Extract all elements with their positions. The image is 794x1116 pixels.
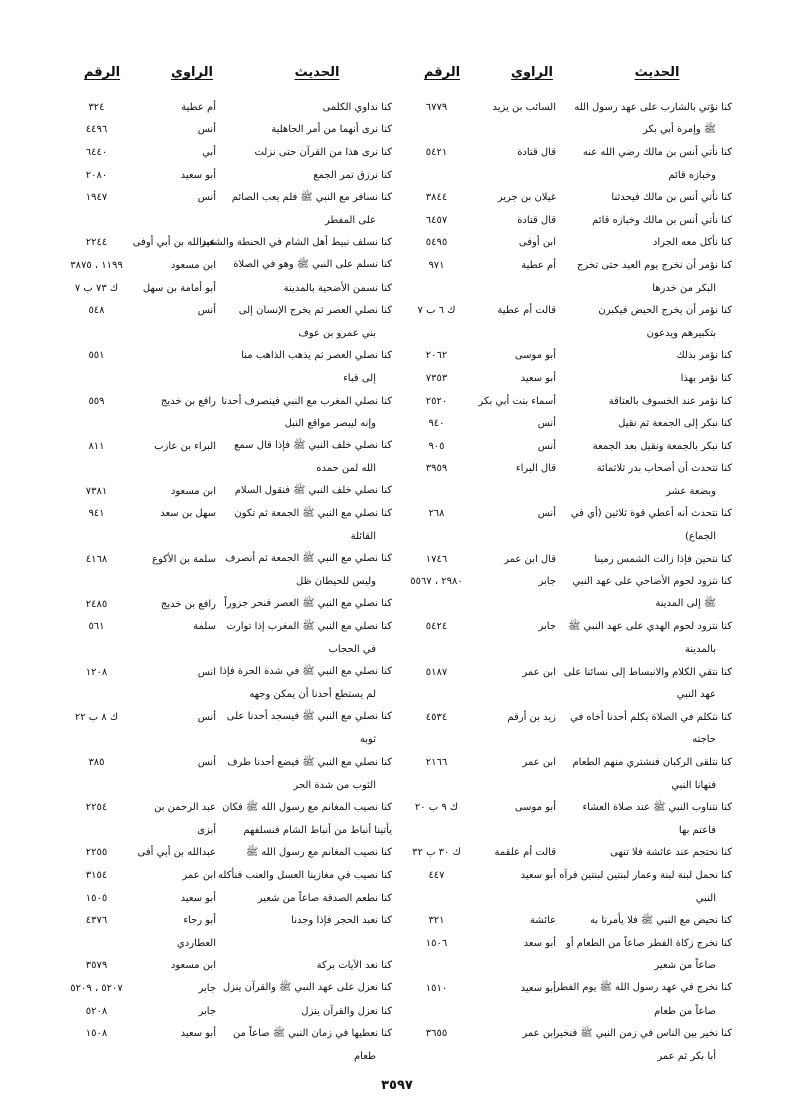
narrator: ابن عمر bbox=[522, 757, 556, 769]
hadith-text: كنا نصلي المغرب مع النبي فينصرف أحدنا bbox=[221, 395, 392, 407]
hadith-text: كنا نتكلم في الصلاة يكلم أحدنا أخاه في bbox=[570, 711, 732, 723]
narrator: زيد بن أرقم bbox=[507, 711, 556, 723]
hadith-text: كنا نصيب المغانم مع رسول الله ﷺ فكان bbox=[222, 801, 392, 813]
entry-line bbox=[402, 525, 732, 548]
reference-number: ٩٧١ bbox=[428, 259, 445, 271]
header-hadith: الحديث bbox=[294, 65, 340, 80]
reference-number: ٦٧٧٩ bbox=[425, 101, 448, 113]
hadith-text: كنا نصيب المغانم مع رسول الله ﷺ bbox=[245, 846, 392, 858]
hadith-text: كنا نصلي خلف النبي ﷺ فإذا قال سمع bbox=[234, 440, 392, 452]
entry-line bbox=[62, 593, 392, 616]
narrator: ابن مسعود bbox=[170, 485, 216, 497]
entry-line bbox=[62, 570, 392, 593]
entry-line bbox=[402, 977, 732, 1000]
entry-list bbox=[62, 96, 392, 1068]
reference-number: ٢٢٥٥ bbox=[85, 847, 108, 859]
narrator: أنس bbox=[197, 124, 216, 136]
narrator: أبو أمامة بن سهل bbox=[142, 282, 216, 294]
hadith-text: كنا نؤمر عند الخسوف بالعتاقة bbox=[608, 395, 732, 407]
header-hadith: الحديث bbox=[634, 65, 680, 80]
reference-number: ٥٢٠٨ bbox=[85, 1005, 108, 1017]
reference-number: ٢١٦٦ bbox=[425, 757, 448, 769]
reference-number: ٦٤٥٧ bbox=[425, 214, 448, 226]
entry-line bbox=[402, 751, 732, 774]
narrator: أبزى bbox=[197, 824, 216, 836]
narrator: أنس bbox=[197, 757, 216, 769]
entry-line bbox=[402, 548, 732, 571]
hadith-text: كنا نرى أنهما من أمر الجاهلية bbox=[271, 124, 392, 136]
entry-line bbox=[402, 367, 732, 390]
hadith-text: كنا نصلي مع النبي ﷺ المغرب إذا توارت bbox=[226, 620, 392, 632]
hadith-text: طعام bbox=[353, 1050, 376, 1062]
hadith-text: ثوبه bbox=[359, 734, 376, 746]
hadith-text: إلى قباء bbox=[343, 372, 376, 384]
reference-number: ٤٤٩٦ bbox=[85, 124, 108, 136]
narrator: غيلان بن جرير bbox=[497, 192, 556, 204]
narrator: ابن مسعود bbox=[170, 960, 216, 972]
hadith-text: كنا نصيب في مغازينا العسل والعنب فنأكله bbox=[218, 869, 392, 881]
reference-number: ٢٤٨٥ bbox=[85, 598, 108, 610]
hadith-text: كنا نعد الآيات بركة bbox=[316, 960, 392, 972]
hadith-text: كنا نحتجم عند عائشة فلا تنهى bbox=[610, 847, 732, 859]
hadith-text: حاجته bbox=[692, 734, 716, 746]
reference-number: ٢٦٨ bbox=[428, 508, 445, 520]
entry-line bbox=[402, 796, 732, 819]
entry-line bbox=[402, 729, 732, 752]
narrator: انس bbox=[197, 666, 216, 678]
entry-line bbox=[62, 503, 392, 526]
hadith-text: ﷺ وإمرة أبي بكر bbox=[642, 123, 716, 135]
entry-line bbox=[62, 119, 392, 142]
hadith-text: كنا نصلي مع النبي ﷺ في شدة الحرة فإذا bbox=[219, 666, 392, 678]
narrator: أبو سعيد bbox=[180, 1028, 216, 1040]
hadith-text: كنا نأكل معه الجراد bbox=[652, 237, 732, 249]
hadith-text: كنا نتلقى الركبان فنشتري منهم الطعام bbox=[572, 757, 732, 769]
page-number: ٣٥٩٧ bbox=[381, 1078, 413, 1093]
entry-line bbox=[62, 751, 392, 774]
entry-line bbox=[62, 254, 392, 277]
hadith-text: كنا نتحدث أن أصحاب بدر ثلاثمائة bbox=[596, 463, 732, 475]
entry-line bbox=[402, 503, 732, 526]
hadith-text: على المفطر bbox=[324, 214, 376, 226]
reference-number: ٢٢٥٤ bbox=[85, 802, 108, 814]
reference-number: ٧٣٨١ bbox=[85, 485, 108, 497]
entry-line bbox=[62, 842, 392, 865]
hadith-text: كنا نأتي أنس بن مالك رضي الله عنه bbox=[582, 146, 732, 158]
reference-number: ٢٩٨٠ ، ٥٥٦٧ bbox=[410, 576, 463, 588]
entry-line bbox=[402, 570, 732, 593]
narrator: سلمة بن الأكوع bbox=[152, 553, 216, 565]
reference-number: ٥١٨٧ bbox=[425, 666, 448, 678]
entry-line bbox=[62, 616, 392, 639]
hadith-text: كنا نتحدث أنه أعطي قوة ثلاثين (أي في bbox=[570, 508, 732, 520]
narrator: ابن عمر bbox=[522, 666, 556, 678]
column-header bbox=[402, 52, 732, 80]
entry-line bbox=[402, 254, 732, 277]
entry-line bbox=[62, 774, 392, 797]
hadith-text: بالمدينة bbox=[684, 644, 716, 656]
narrator: جابر bbox=[538, 621, 556, 633]
entry-line bbox=[62, 638, 392, 661]
hadith-text: كنا نأتي أنس بن مالك فيحدثنا bbox=[611, 192, 732, 204]
hadith-text: كنا نتقي الكلام والانبساط إلى نسائنا على bbox=[563, 666, 732, 678]
hadith-text: وبضعة عشر bbox=[665, 485, 716, 497]
hadith-text: كنا نؤتي بالشارب على عهد رسول الله bbox=[574, 101, 732, 113]
hadith-text: كنا نصلي مع النبي ﷺ العصر فنحر جزوراً bbox=[224, 598, 392, 610]
hadith-text: النبي bbox=[695, 892, 716, 904]
reference-number: ١٥٠٦ bbox=[425, 937, 448, 949]
reference-number: ٣٦٥٥ bbox=[425, 1028, 448, 1040]
entry-line bbox=[402, 593, 732, 616]
reference-number: ٩٠٥ bbox=[428, 440, 445, 452]
right-column bbox=[402, 52, 732, 1068]
reference-number: ١٢٠٨ bbox=[85, 666, 108, 678]
entry-line bbox=[402, 458, 732, 481]
hadith-text: القائلة bbox=[350, 531, 376, 543]
entry-line bbox=[62, 367, 392, 390]
narrator: جابر bbox=[198, 982, 216, 994]
hadith-text: كنا نؤمر بهذا bbox=[680, 372, 732, 384]
narrator: أنس bbox=[197, 711, 216, 723]
hadith-text: كنا نرى هذا من القرآن حتى نزلت bbox=[254, 146, 392, 158]
narrator: أنس bbox=[197, 305, 216, 317]
narrator: العطاردي bbox=[176, 937, 216, 949]
entry-line bbox=[62, 322, 392, 345]
reference-number: ك ٩ ب ٢٠ bbox=[414, 802, 459, 814]
narrator: عبد الرحمن بن bbox=[154, 802, 216, 814]
narrator: عبدالله بن أبي أفى bbox=[137, 847, 216, 859]
reference-number: ١٥٠٥ bbox=[85, 892, 108, 904]
entry-line bbox=[62, 345, 392, 368]
hadith-text: كنا نعطيها في زمان النبي ﷺ صاعاً من bbox=[232, 1027, 392, 1039]
entry-line bbox=[62, 186, 392, 209]
hadith-text: كنا نداوي الكلمى bbox=[322, 101, 392, 113]
narrator: أنس bbox=[197, 192, 216, 204]
reference-number: ٥٥٩ bbox=[88, 395, 105, 407]
narrator: رافع بن خديج bbox=[160, 598, 216, 610]
narrator: عبدالله بن أبي أوفى bbox=[132, 237, 216, 249]
hadith-text: كنا نصلي العصر ثم يخرج الإنسان إلى bbox=[238, 305, 392, 317]
hadith-text: كنا نطعم الصدقة صاعاً من شعير bbox=[257, 892, 392, 904]
reference-number: ٩٤١ bbox=[88, 508, 105, 520]
reference-number: ٣٢٤ bbox=[88, 101, 105, 113]
narrator: أبي bbox=[202, 146, 216, 158]
entry-line bbox=[402, 616, 732, 639]
reference-number: ٦٤٤٠ bbox=[85, 146, 108, 158]
reference-number: ك ٦ ب ٧ bbox=[417, 305, 456, 317]
narrator: أبو رجاء bbox=[183, 915, 216, 927]
narrator: أبو موسى bbox=[514, 350, 556, 362]
hadith-text: كنا نصلي مع النبي ﷺ الجمعة ثم أنصرف bbox=[225, 553, 392, 565]
entry-line bbox=[402, 683, 732, 706]
entry-line bbox=[62, 435, 392, 458]
hadith-text: بني عمرو بن عوف bbox=[298, 327, 376, 339]
entry-line bbox=[402, 412, 732, 435]
entry-line bbox=[62, 548, 392, 571]
reference-number: ٨١١ bbox=[88, 440, 105, 452]
hadith-text: كنا نصلي العصر ثم يذهب الذاهب منا bbox=[241, 350, 392, 362]
entry-line bbox=[62, 819, 392, 842]
hadith-text: الله لمن حمده bbox=[316, 463, 376, 475]
entry-line bbox=[402, 842, 732, 865]
entry-line bbox=[402, 887, 732, 910]
hadith-text: فنهانا النبي bbox=[671, 779, 716, 791]
hadith-text: كنا نبكر بالجمعة ونقيل بعد الجمعة bbox=[592, 440, 732, 452]
reference-number: ٥٤٢٤ bbox=[425, 621, 448, 633]
hadith-text: كنا نأتي أنس بن مالك وخبازه قائم bbox=[592, 214, 732, 226]
entry-line bbox=[62, 209, 392, 232]
reference-number: ٣٩٥٩ bbox=[425, 463, 448, 475]
reference-number: ١٩٤٧ bbox=[85, 192, 108, 204]
entry-line bbox=[62, 932, 392, 955]
hadith-text: كنا نتزود لحوم الأضاحي على عهد النبي bbox=[572, 576, 732, 588]
entry-line bbox=[62, 683, 392, 706]
hadith-text: كنا نصلي مع النبي ﷺ فيسجد أحدنا على bbox=[226, 711, 392, 723]
hadith-text: كنا نحيض مع النبي ﷺ فلا يأمرنا به bbox=[590, 914, 732, 926]
reference-number: ٥٦١ bbox=[88, 621, 105, 633]
entry-line bbox=[402, 661, 732, 684]
narrator: أبو سعيد bbox=[520, 869, 556, 881]
entry-line bbox=[402, 186, 732, 209]
narrator: أسماء بنت أبي بكر bbox=[478, 395, 556, 407]
narrator: أنس bbox=[537, 418, 556, 430]
reference-number: ٢٢٤٤ bbox=[85, 237, 108, 249]
narrator: سلمة bbox=[193, 621, 216, 633]
narrator: ابن مسعود bbox=[170, 259, 216, 271]
hadith-text: كنا نخير بين الناس في زمن النبي ﷺ فنخير bbox=[554, 1027, 732, 1039]
reference-number: ٢٠٨٠ bbox=[85, 169, 108, 181]
reference-number: ٢٠٦٢ bbox=[425, 350, 448, 362]
narrator: أم عطية bbox=[521, 259, 556, 271]
reference-number: ٤٥٣٤ bbox=[425, 711, 448, 723]
reference-number: ك ٣٠ ب ٣٢ bbox=[412, 847, 461, 859]
hadith-text: كنا نصلي مع النبي ﷺ فيضع أحدنا طرف bbox=[227, 756, 392, 768]
hadith-text: في الحجاب bbox=[328, 644, 376, 656]
narrator: جابر bbox=[538, 576, 556, 588]
entry-line bbox=[62, 232, 392, 255]
entry-line bbox=[402, 864, 732, 887]
narrator: قال البراء bbox=[515, 463, 556, 475]
entry-line bbox=[62, 955, 392, 978]
entry-line bbox=[62, 1045, 392, 1068]
entry-line bbox=[402, 209, 732, 232]
hadith-text: وخبازه قائم bbox=[668, 169, 716, 181]
entry-line bbox=[62, 480, 392, 503]
narrator: أبو سعيد bbox=[180, 169, 216, 181]
hadith-text: صاعاً من طعام bbox=[654, 1005, 716, 1017]
hadith-text: عهد النبي bbox=[676, 689, 716, 701]
entry-line bbox=[62, 909, 392, 932]
hadith-text: كنا نسمن الأضحية بالمدينة bbox=[283, 282, 392, 294]
reference-number: ٥٥١ bbox=[88, 350, 105, 362]
reference-number: ٧٣٥٣ bbox=[425, 372, 448, 384]
entry-line bbox=[402, 164, 732, 187]
entry-line bbox=[402, 909, 732, 932]
hadith-text: كنا نسلم على النبي ﷺ وهو في الصلاة bbox=[233, 259, 392, 271]
reference-number: ٤١٦٨ bbox=[85, 553, 108, 565]
reference-number: ٣٨٤٤ bbox=[425, 192, 448, 204]
narrator: أنس bbox=[537, 508, 556, 520]
entry-line bbox=[402, 141, 732, 164]
hadith-text: كنا نؤمر بذلك bbox=[676, 350, 732, 362]
hadith-text: كنا نسلف نبيط أهل الشام في الحنطة والشعير bbox=[200, 237, 392, 249]
hadith-text: لم يستطع أحدنا أن يمكن وجهه bbox=[249, 689, 376, 701]
reference-number: ١٥٠٨ bbox=[85, 1028, 108, 1040]
narrator: قال ابن عمر bbox=[504, 553, 556, 565]
hadith-text: كنا نصلي مع النبي ﷺ الجمعة ثم تكون bbox=[234, 507, 392, 519]
entry-line bbox=[402, 1022, 732, 1045]
narrator: قالت أم علقمة bbox=[494, 847, 556, 859]
reference-number: ٣٢١ bbox=[428, 915, 445, 927]
hadith-text: البكر من خدرها bbox=[652, 282, 716, 294]
entry-line bbox=[62, 887, 392, 910]
hadith-text: الثوب من شدة الحر bbox=[293, 779, 376, 791]
reference-number: ٣١٥٤ bbox=[85, 869, 108, 881]
left-column bbox=[62, 52, 392, 1068]
hadith-text: وإنه ليبصر مواقع النبل bbox=[284, 418, 376, 430]
hadith-text: كنا نؤمر أن يخرج الحيض فيكبرن bbox=[598, 305, 732, 317]
reference-number: ١٥١٠ bbox=[425, 982, 448, 994]
reference-number: ك ٧٣ ب ٧ bbox=[74, 282, 119, 294]
narrator: أبو سعد bbox=[523, 937, 556, 949]
header-number: الرقم bbox=[83, 65, 121, 80]
entry-line bbox=[62, 729, 392, 752]
hadith-text: كنا نرزق تمر الجمع bbox=[313, 169, 392, 181]
entry-line bbox=[402, 277, 732, 300]
reference-number: ٢٥٢٠ bbox=[425, 395, 448, 407]
narrator: رافع بن خديج bbox=[160, 395, 216, 407]
reference-number: ٥٤٨ bbox=[88, 305, 105, 317]
hadith-text: كنا نعزل على عهد النبي ﷺ والقرآن ينزل bbox=[222, 982, 392, 994]
narrator: عائشة bbox=[529, 915, 556, 927]
hadith-text: كنا نصلي خلف النبي ﷺ فنقول السلام bbox=[234, 485, 392, 497]
narrator: جابر bbox=[198, 1005, 216, 1017]
entry-line bbox=[62, 1000, 392, 1023]
narrator: أبو سعيد bbox=[520, 982, 556, 994]
header-number: الرقم bbox=[423, 65, 461, 80]
entry-line bbox=[402, 638, 732, 661]
narrator: أبو سعيد bbox=[180, 892, 216, 904]
reference-number: ٤٤٧ bbox=[428, 869, 445, 881]
entry-line bbox=[62, 977, 392, 1000]
hadith-text: فاعتم بها bbox=[678, 824, 716, 836]
reference-number: ٤٣٧٦ bbox=[85, 915, 108, 927]
narrator: قال قتادة bbox=[517, 146, 556, 158]
header-rawi: الراوي bbox=[171, 65, 213, 80]
narrator: قالت أم عطية bbox=[497, 305, 556, 317]
narrator: أنس bbox=[537, 440, 556, 452]
reference-number: ١١٩٩ ، ٣٨٧٥ bbox=[70, 259, 123, 271]
hadith-text: كنا نتحين فإذا زالت الشمس رمينا bbox=[594, 553, 732, 565]
entry-line bbox=[402, 1045, 732, 1068]
entry-line bbox=[62, 277, 392, 300]
entry-line bbox=[402, 232, 732, 255]
reference-number: ١٧٤٦ bbox=[425, 553, 448, 565]
reference-number: ٥٤٩٥ bbox=[425, 237, 448, 249]
entry-line bbox=[62, 864, 392, 887]
entry-line bbox=[62, 796, 392, 819]
reference-number: ٥٢٠٧ ، ٥٢٠٩ bbox=[70, 982, 123, 994]
entry-line bbox=[402, 955, 732, 978]
reference-number: ٥٤٢١ bbox=[425, 146, 448, 158]
entry-line bbox=[62, 96, 392, 119]
hadith-text: الجماع) bbox=[685, 531, 716, 543]
hadith-text: كنا نبكر إلى الجمعة ثم نقيل bbox=[618, 418, 732, 430]
hadith-text: كنا نعبد الحجر فإذا وجدنا bbox=[291, 915, 392, 927]
narrator: أبو سعيد bbox=[520, 372, 556, 384]
entry-line bbox=[402, 119, 732, 142]
narrator: أم عطية bbox=[181, 101, 216, 113]
hadith-text: صاعاً من شعير bbox=[654, 960, 716, 972]
narrator: قال قتادة bbox=[517, 214, 556, 226]
narrator: البراء بن عازب bbox=[154, 440, 216, 452]
narrator: ابن عمر bbox=[522, 1028, 556, 1040]
hadith-text: كنا نسافر مع النبي ﷺ فلم يعب الصائم bbox=[231, 191, 392, 203]
entry-line bbox=[402, 435, 732, 458]
entry-line bbox=[62, 706, 392, 729]
entry-line bbox=[62, 299, 392, 322]
hadith-text: كنا نتناوب النبي ﷺ عند صلاة العشاء bbox=[582, 801, 732, 813]
hadith-text: كنا نحمل لبنة لبنة وعمار لبنتين لبنتين فرآه bbox=[559, 869, 732, 881]
reference-number: ٩٤٠ bbox=[428, 418, 445, 430]
narrator: سهل بن سعد bbox=[160, 508, 216, 520]
hadith-text: كنا نخرج زكاة الفطر صاعاً من الطعام أو bbox=[566, 937, 732, 949]
entry-line bbox=[402, 480, 732, 503]
entry-line bbox=[402, 932, 732, 955]
entry-line bbox=[62, 1022, 392, 1045]
entry-line bbox=[402, 299, 732, 322]
hadith-text: بتكبيرهم ويدعون bbox=[646, 327, 716, 339]
header-rawi: الراوي bbox=[511, 65, 553, 80]
hadith-text: كنا نعزل والقرآن ينزل bbox=[301, 1005, 392, 1017]
reference-number: ٣٨٥ bbox=[88, 757, 105, 769]
entry-line bbox=[402, 390, 732, 413]
narrator: السائب بن يزيد bbox=[492, 101, 556, 113]
column-header bbox=[62, 52, 392, 80]
entry-line bbox=[62, 390, 392, 413]
entry-line bbox=[62, 458, 392, 481]
entry-list bbox=[402, 96, 732, 1068]
entry-line bbox=[402, 96, 732, 119]
entry-line bbox=[402, 774, 732, 797]
hadith-text: وليس للحيطان ظل bbox=[296, 576, 376, 588]
entry-line bbox=[62, 412, 392, 435]
hadith-text: يأتينا أنباط من أنباط الشام فنسلفهم bbox=[243, 824, 392, 836]
entry-line bbox=[402, 706, 732, 729]
narrator: ابن عمر bbox=[182, 869, 216, 881]
narrator: ابن أوفى bbox=[518, 237, 556, 249]
hadith-text: كنا نخرج في عهد رسول الله ﷺ يوم الفطر bbox=[554, 982, 732, 994]
entry-line bbox=[62, 141, 392, 164]
entry-line bbox=[402, 1000, 732, 1023]
entry-line bbox=[62, 661, 392, 684]
hadith-text: كنا نؤمر أن نخرج يوم العيد حتى تخرج bbox=[576, 259, 732, 271]
narrator: أبو موسى bbox=[514, 802, 556, 814]
hadith-text: كنا نتزود لحوم الهدي على عهد النبي ﷺ bbox=[568, 620, 732, 632]
entry-line bbox=[402, 819, 732, 842]
entry-line bbox=[402, 322, 732, 345]
hadith-text: أبا بكر ثم عمر bbox=[657, 1050, 716, 1062]
reference-number: ك ٨ ب ٢٢ bbox=[74, 711, 119, 723]
hadith-text: ﷺ إلى المدينة bbox=[655, 598, 716, 610]
entry-line bbox=[62, 525, 392, 548]
entry-line bbox=[62, 164, 392, 187]
reference-number: ٣٥٧٩ bbox=[85, 960, 108, 972]
entry-line bbox=[402, 345, 732, 368]
